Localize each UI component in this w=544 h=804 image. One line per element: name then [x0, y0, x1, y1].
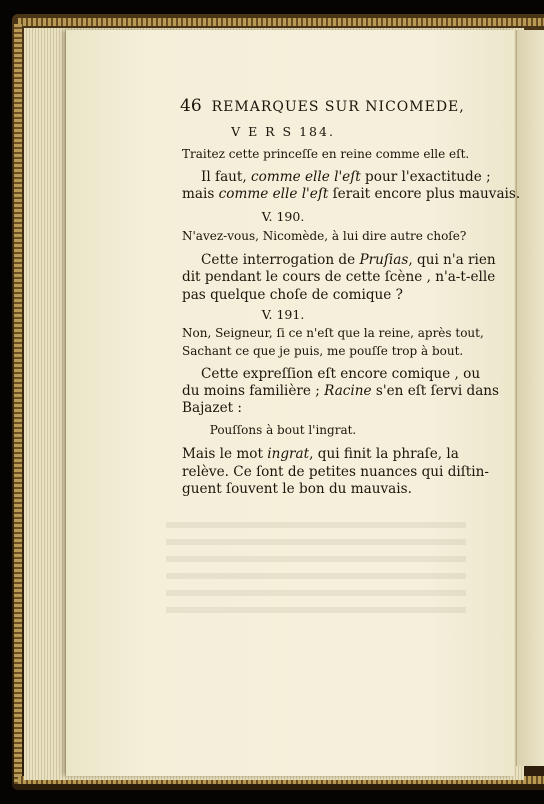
paragraph-line: guent ſouvent le bon du mauvais.: [182, 481, 412, 497]
verse-line: Non, Seigneur, ſi ce n'eſt que la reine, après tout,: [182, 326, 484, 340]
paragraph-line: Bajazet :: [182, 400, 242, 416]
quote-line: Pouſſons à bout l'ingrat.: [209, 423, 357, 437]
book-page: [66, 30, 514, 776]
paragraph-line: Il faut, comme elle l'eſt pour l'exactitude ;: [201, 169, 491, 185]
paragraph-line: pas quelque choſe de comique ?: [182, 287, 403, 303]
running-head: [180, 96, 465, 116]
gilt-edge-left: [14, 24, 22, 784]
paragraph-line: Cette expreſſion eſt encore comique , ou: [201, 366, 481, 382]
verse-line: Traitez cette princeſſe en reine comme elle eſt.: [182, 147, 470, 161]
paragraph-line: Cette interrogation de Pruſias, qui n'a rien: [201, 252, 496, 268]
section-heading: V E R S 184.: [231, 124, 335, 139]
paragraph-line: mais comme elle l'eſt ſerait encore plus mauvais.: [182, 186, 521, 202]
paragraph-line: Mais le mot ingrat, qui finit la phraſe, la: [182, 446, 459, 462]
section-heading: V. 191.: [261, 307, 305, 322]
facing-page-edge: [516, 30, 544, 766]
running-head-title: REMARQUES SUR NICOMEDE,: [211, 99, 465, 115]
paragraph-line: du moins familière ; Racine s'en eſt ſervi dans: [182, 383, 500, 399]
show-through-text: [166, 522, 466, 622]
paragraph-line: relève. Ce ſont de petites nuances qui diſtin-: [182, 464, 489, 480]
page-number: 46: [180, 96, 202, 116]
gilt-edge-top: [18, 18, 544, 26]
paragraph-line: dit pendant le cours de cette ſcène , n'a-t-elle: [182, 269, 496, 285]
section-heading: V. 190.: [261, 209, 305, 224]
verse-line: N'avez-vous, Nicomède, à lui dire autre choſe?: [182, 229, 467, 243]
verse-line: Sachant ce que je puis, me pouſſe trop à bout.: [182, 344, 464, 358]
